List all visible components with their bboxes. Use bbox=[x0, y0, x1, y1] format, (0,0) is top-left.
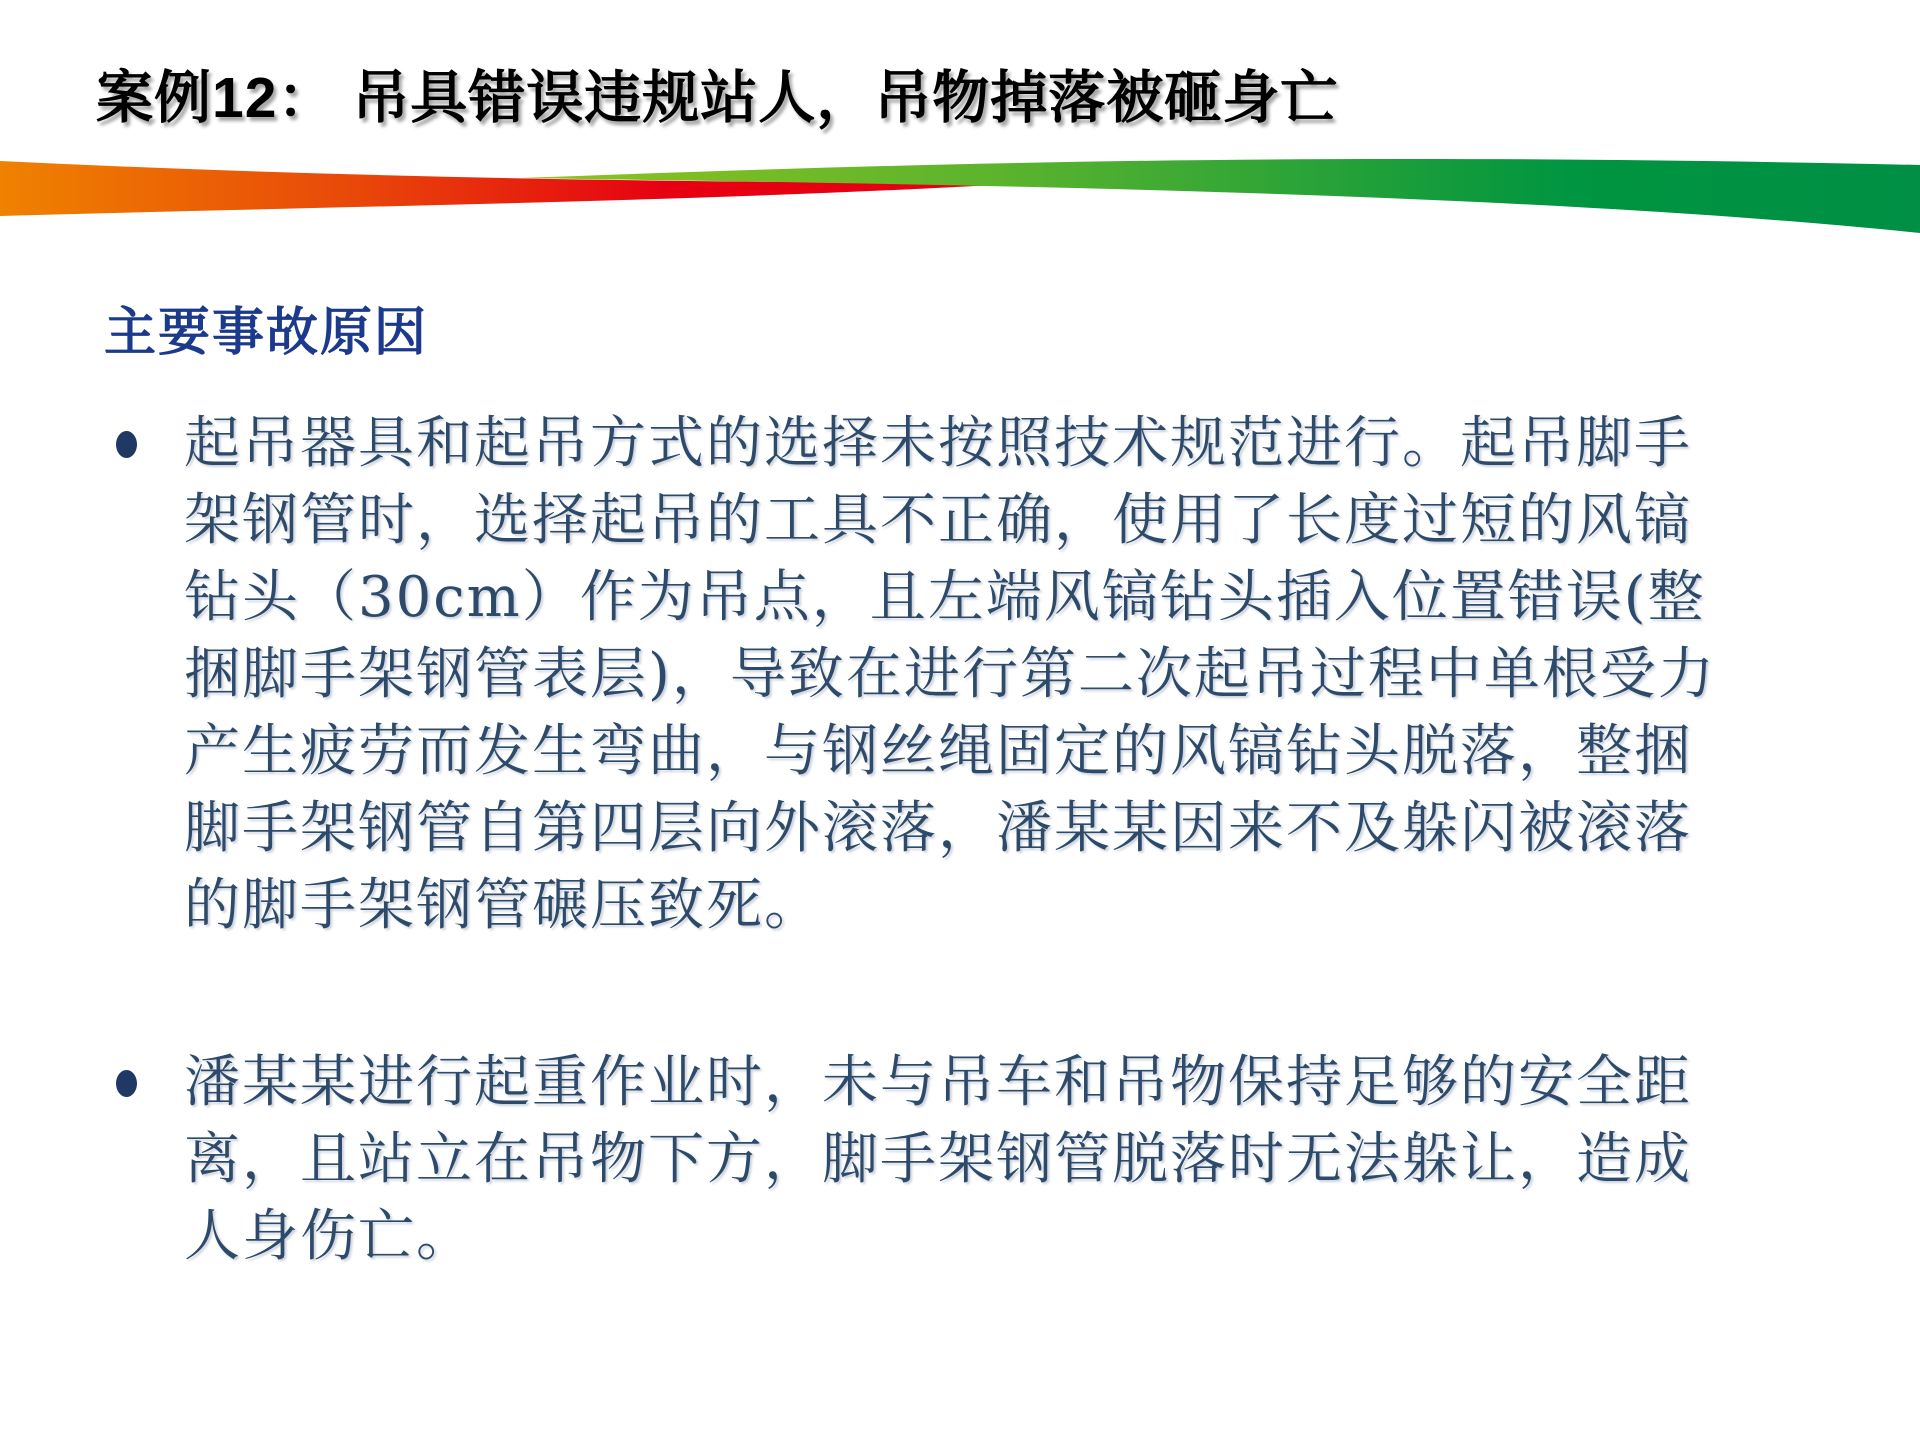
section-heading: 主要事故原因 bbox=[104, 304, 429, 362]
bullet-dot-icon bbox=[116, 431, 137, 458]
wave-ribbon-divider bbox=[0, 128, 1920, 258]
cause-text: 起吊器具和起吊方式的选择未按照技术规范进行。起吊脚手架钢管时，选择起吊的工具不正确，使用了长度过短的风镐钻头（30cm）作为吊点，且左端风镐钻头插入位置错误(整捆脚手架钢管表层)，导致在进行第二次起吊过程中单根受力产生疲劳而发生弯曲，与钢丝绳固定的风镐钻头脱落，整捆脚手架钢管自第四层向外滚落，潘某某因来不及躲闪被滚落的脚手架钢管碾压致死。 bbox=[184, 411, 1716, 938]
cause-text: 潘某某进行起重作业时，未与吊车和吊物保持足够的安全距离，且站立在吊物下方，脚手架钢管脱落时无法躲让，造成人身伤亡。 bbox=[184, 1050, 1692, 1269]
cause-list bbox=[110, 405, 1726, 1275]
cause-item bbox=[110, 405, 1726, 944]
cause-item bbox=[110, 1044, 1726, 1275]
page-title: 案例12： 吊具错误违规站人，吊物掉落被砸身亡 bbox=[96, 66, 1339, 130]
bullet-dot-icon bbox=[116, 1070, 137, 1097]
